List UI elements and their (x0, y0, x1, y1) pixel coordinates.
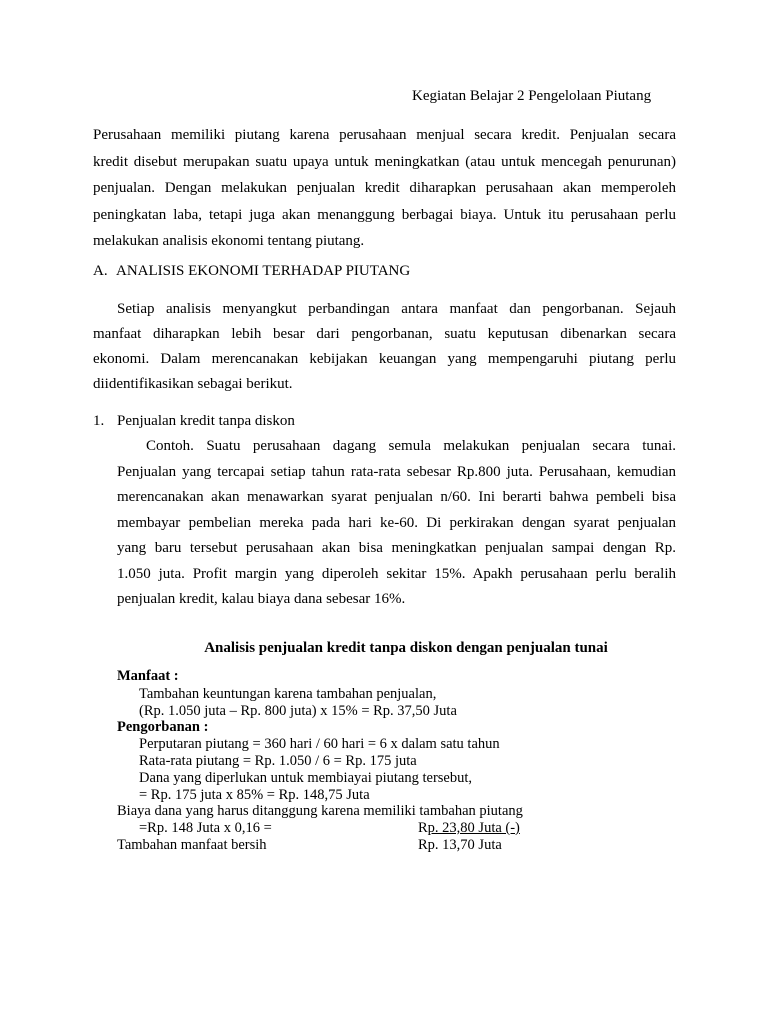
intro-line: melakukan analisis ekonomi tentang piutang. (93, 233, 365, 249)
section-a-line: ekonomi. Dalam merencanakan kebijakan keuangan yang mempengaruhi piutang perlu (93, 351, 676, 367)
item-1-line: 1.050 juta. Profit margin yang diperoleh sekitar 15%. Apakh perusahaan perlu beralih (117, 565, 676, 582)
biaya-calc: =Rp. 148 Juta x 0,16 = (139, 820, 272, 836)
item-1-title: Penjualan kredit tanpa diskon (117, 413, 295, 429)
analysis-title: Analisis penjualan kredit tanpa diskon dengan penjualan tunai (204, 640, 608, 656)
section-a-line: manfaat diharapkan lebih besar dari pengorbanan, suatu keputusan dibenarkan secara (93, 326, 676, 342)
pengorbanan-line: Dana yang diperlukan untuk membiayai piutang tersebut, (139, 770, 473, 786)
biaya-line: Biaya dana yang harus ditanggung karena memiliki tambahan piutang (117, 803, 523, 819)
intro-line: Perusahaan memiliki piutang karena perusahaan menjual secara kredit. Penjualan secara (93, 127, 676, 143)
section-a-paragraph (93, 297, 676, 397)
net-benefit-label: Tambahan manfaat bersih (117, 837, 267, 853)
section-a-heading (93, 263, 410, 280)
page-header: Kegiatan Belajar 2 Pengelolaan Piutang (412, 88, 652, 104)
manfaat-line: (Rp. 1.050 juta – Rp. 800 juta) x 15% = Rp. 37,50 Juta (139, 703, 457, 719)
pengorbanan-line: Rata-rata piutang = Rp. 1.050 / 6 = Rp. 175 juta (139, 753, 417, 769)
section-a-line: diidentifikasikan sebagai berikut. (93, 376, 293, 392)
pengorbanan-line: = Rp. 175 juta x 85% = Rp. 148,75 Juta (139, 787, 370, 803)
biaya-result (418, 820, 520, 837)
section-a-marker: A. (93, 263, 108, 279)
item-1-line: Penjualan yang tercapai setiap tahun rata-rata sebesar Rp.800 juta. Perusahaan, kemudian (117, 463, 676, 480)
biaya-result-prefix: R (418, 820, 428, 836)
manfaat-label: Manfaat : (117, 668, 179, 684)
item-1-paragraph (117, 434, 676, 613)
intro-line: peningkatan laba, tetapi juga akan menanggung berbagai biaya. Untuk itu perusahaan perlu (93, 206, 676, 223)
item-1-line: yang baru tersebut perusahaan akan bisa meningkatkan penjualan sampai dengan Rp. (117, 540, 676, 556)
net-benefit-value: Rp. 13,70 Juta (418, 837, 502, 853)
item-1-line: penjualan kredit, kalau biaya dana sebesar 16%. (117, 591, 406, 607)
manfaat-line: Tambahan keuntungan karena tambahan penjualan, (139, 686, 437, 702)
pengorbanan-line: Perputaran piutang = 360 hari / 60 hari = 6 x dalam satu tahun (139, 736, 500, 752)
intro-line: penjualan. Dengan melakukan penjualan kredit diharapkan perusahaan akan memperoleh (93, 180, 676, 196)
item-1-line: Contoh. Suatu perusahaan dagang semula melakukan penjualan secara tunai. (146, 438, 676, 454)
pengorbanan-label: Pengorbanan : (117, 719, 209, 735)
biaya-result-underlined: p. 23,80 Juta (-) (427, 820, 520, 836)
item-1-heading (93, 413, 295, 430)
item-1-line: merencanakan akan menawarkan syarat penjualan n/60. Ini berarti bahwa pembeli bisa (117, 489, 676, 505)
item-1-marker: 1. (93, 413, 105, 429)
item-1-line: membayar pembelian mereka pada hari ke-60. Di perkirakan dengan syarat penjualan (117, 514, 676, 531)
intro-paragraph (93, 122, 676, 255)
section-a-title: ANALISIS EKONOMI TERHADAP PIUTANG (116, 263, 411, 279)
section-a-line: Setiap analisis menyangkut perbandingan antara manfaat dan pengorbanan. Sejauh (117, 301, 676, 317)
intro-line: kredit disebut merupakan suatu upaya untuk meningkatkan (atau untuk mencegah penurunan) (93, 153, 676, 170)
